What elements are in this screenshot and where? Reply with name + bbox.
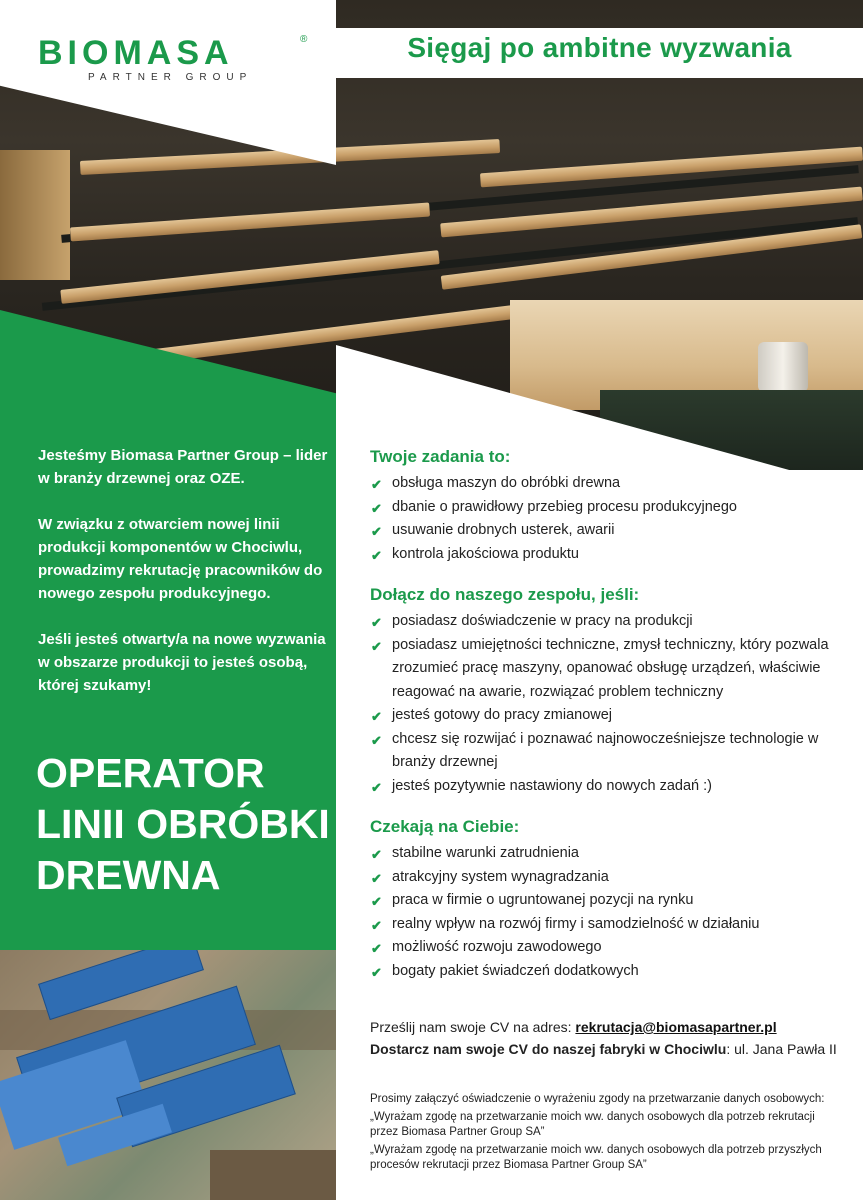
list-item-text: jesteś gotowy do pracy zmianowej — [392, 707, 613, 723]
checkmark-icon: ✔ — [371, 615, 382, 630]
legal-notice — [370, 1092, 845, 1176]
list-item — [370, 610, 850, 634]
section-title: Czekają na Ciebie: — [370, 817, 520, 836]
checkmark-icon: ✔ — [371, 732, 382, 748]
tagline: Sięgaj po ambitne wyzwania — [407, 32, 792, 63]
intro-paragraph: Jesteśmy Biomasa Partner Group – lider w branży drzewnej oraz OZE. — [38, 447, 328, 487]
list-item-text: możliwość rozwoju zawodowego — [392, 939, 602, 955]
list-item — [370, 960, 850, 984]
job-title-line: LINII OBRÓBKI — [36, 801, 330, 847]
list-item-text: praca w firmie o ugruntowanej pozycji na rynku — [392, 892, 694, 908]
job-details — [370, 446, 850, 1001]
checkmark-icon: ✔ — [371, 477, 382, 492]
list-item — [370, 936, 850, 960]
list-item-text: dbanie o prawidłowy przebieg procesu produkcyjnego — [392, 498, 737, 515]
checkmark-icon: ✔ — [371, 779, 382, 795]
checkmark-icon: ✔ — [371, 894, 382, 909]
checkmark-icon: ✔ — [371, 500, 382, 516]
cv-deliver-label: Dostarcz nam swoje CV do naszej fabryki w Chociwlu — [370, 1041, 727, 1057]
wood-beam — [70, 202, 430, 241]
list-item — [370, 913, 850, 937]
section-title: Twoje zadania to: — [370, 447, 511, 466]
factory-address: : ul. Jana Pawła II — [726, 1041, 837, 1057]
list-item — [370, 842, 850, 866]
list-item-text: obsługa maszyn do obróbki drewna — [392, 475, 621, 491]
intro-paragraph: W związku z otwarciem nowej linii produkcji komponentów w Chociwlu, prowadzimy rekrutację pracowników do nowego zespołu produkcyjnego. — [38, 516, 323, 602]
list-item — [370, 472, 850, 496]
cv-email-label: Prześlij nam swoje CV na adres: — [370, 1019, 576, 1035]
checkmark-icon: ✔ — [371, 941, 382, 956]
cv-deliver-line — [370, 1038, 850, 1060]
list-item — [370, 496, 850, 520]
biomasa-logo — [38, 34, 308, 84]
checklist — [370, 472, 850, 566]
list-item — [370, 866, 850, 890]
checkmark-icon: ✔ — [371, 709, 382, 724]
recruitment-email-link[interactable]: rekrutacja@biomasapartner.pl — [575, 1019, 777, 1035]
checkmark-icon: ✔ — [371, 964, 382, 980]
logo-registered-mark: ® — [300, 34, 308, 45]
list-item-text: usuwanie drobnych usterek, awarii — [392, 522, 615, 538]
job-title — [36, 748, 332, 901]
job-title-line: DREWNA — [36, 852, 221, 898]
checkmark-icon: ✔ — [371, 847, 382, 862]
checkmark-icon: ✔ — [371, 870, 382, 886]
list-item — [370, 889, 850, 913]
list-item — [370, 775, 850, 799]
list-item-text: posiadasz umiejętności techniczne, zmysł techniczny, który pozwala zrozumieć pracę maszyny, opanować obsługę urządzeń, właściwie reagować na awarie, rozwiązać problem techniczny — [392, 636, 829, 700]
list-item — [370, 728, 850, 775]
checkmark-icon: ✔ — [371, 638, 382, 654]
cv-email-line — [370, 1016, 850, 1038]
legal-intro: Prosimy załączyć oświadczenie o wyrażeniu zgody na przetwarzanie danych osobowych: — [370, 1093, 825, 1105]
wood-beam — [60, 250, 439, 304]
checklist — [370, 842, 850, 983]
intro-paragraph: Jeśli jesteś otwarty/a na nowe wyzwania w obszarze produkcji to jesteś osobą, której szukamy! — [38, 631, 326, 694]
list-item-text: chcesz się rozwijać i poznawać najnowocześniejsze technologie w branży drzewnej — [392, 730, 819, 770]
yard-area — [210, 1150, 336, 1200]
logo-subtitle: PARTNER GROUP — [88, 72, 253, 83]
list-item-text: jesteś pozytywnie nastawiony do nowych zadań :) — [392, 777, 712, 794]
list-item — [370, 543, 850, 567]
list-item-text: kontrola jakościowa produktu — [392, 545, 579, 562]
logo-wordmark: BIOMASA — [38, 34, 234, 72]
consent-clause: „Wyrażam zgodę na przetwarzanie moich ww. danych osobowych dla potrzeb przyszłych procesów rekrutacji przez Biomasa Partner Group SA” — [370, 1144, 822, 1171]
consent-clause: „Wyrażam zgodę na przetwarzanie moich ww. danych osobowych dla potrzeb rekrutacji przez Biomasa Partner Group SA” — [370, 1111, 815, 1138]
checkmark-icon: ✔ — [371, 547, 382, 563]
roller-image — [758, 342, 808, 392]
job-title-line: OPERATOR — [36, 750, 265, 796]
checklist — [370, 610, 850, 798]
list-item-text: posiadasz doświadczenie w pracy na produkcji — [392, 613, 693, 629]
list-item-text: atrakcyjny system wynagradzania — [392, 868, 609, 885]
list-item — [370, 704, 850, 728]
intro-text — [38, 444, 328, 720]
list-item-text: realny wpływ na rozwój firmy i samodzielność w działaniu — [392, 915, 760, 932]
checkmark-icon: ✔ — [371, 524, 382, 539]
contact-info — [370, 1016, 850, 1060]
list-item — [370, 634, 850, 705]
aerial-factory-photo — [0, 950, 336, 1200]
section-title: Dołącz do naszego zespołu, jeśli: — [370, 585, 640, 604]
list-item-text: stabilne warunki zatrudnienia — [392, 845, 579, 861]
list-item — [370, 519, 850, 543]
list-item-text: bogaty pakiet świadczeń dodatkowych — [392, 962, 639, 979]
checkmark-icon: ✔ — [371, 917, 382, 933]
wood-stack-image — [0, 150, 70, 280]
